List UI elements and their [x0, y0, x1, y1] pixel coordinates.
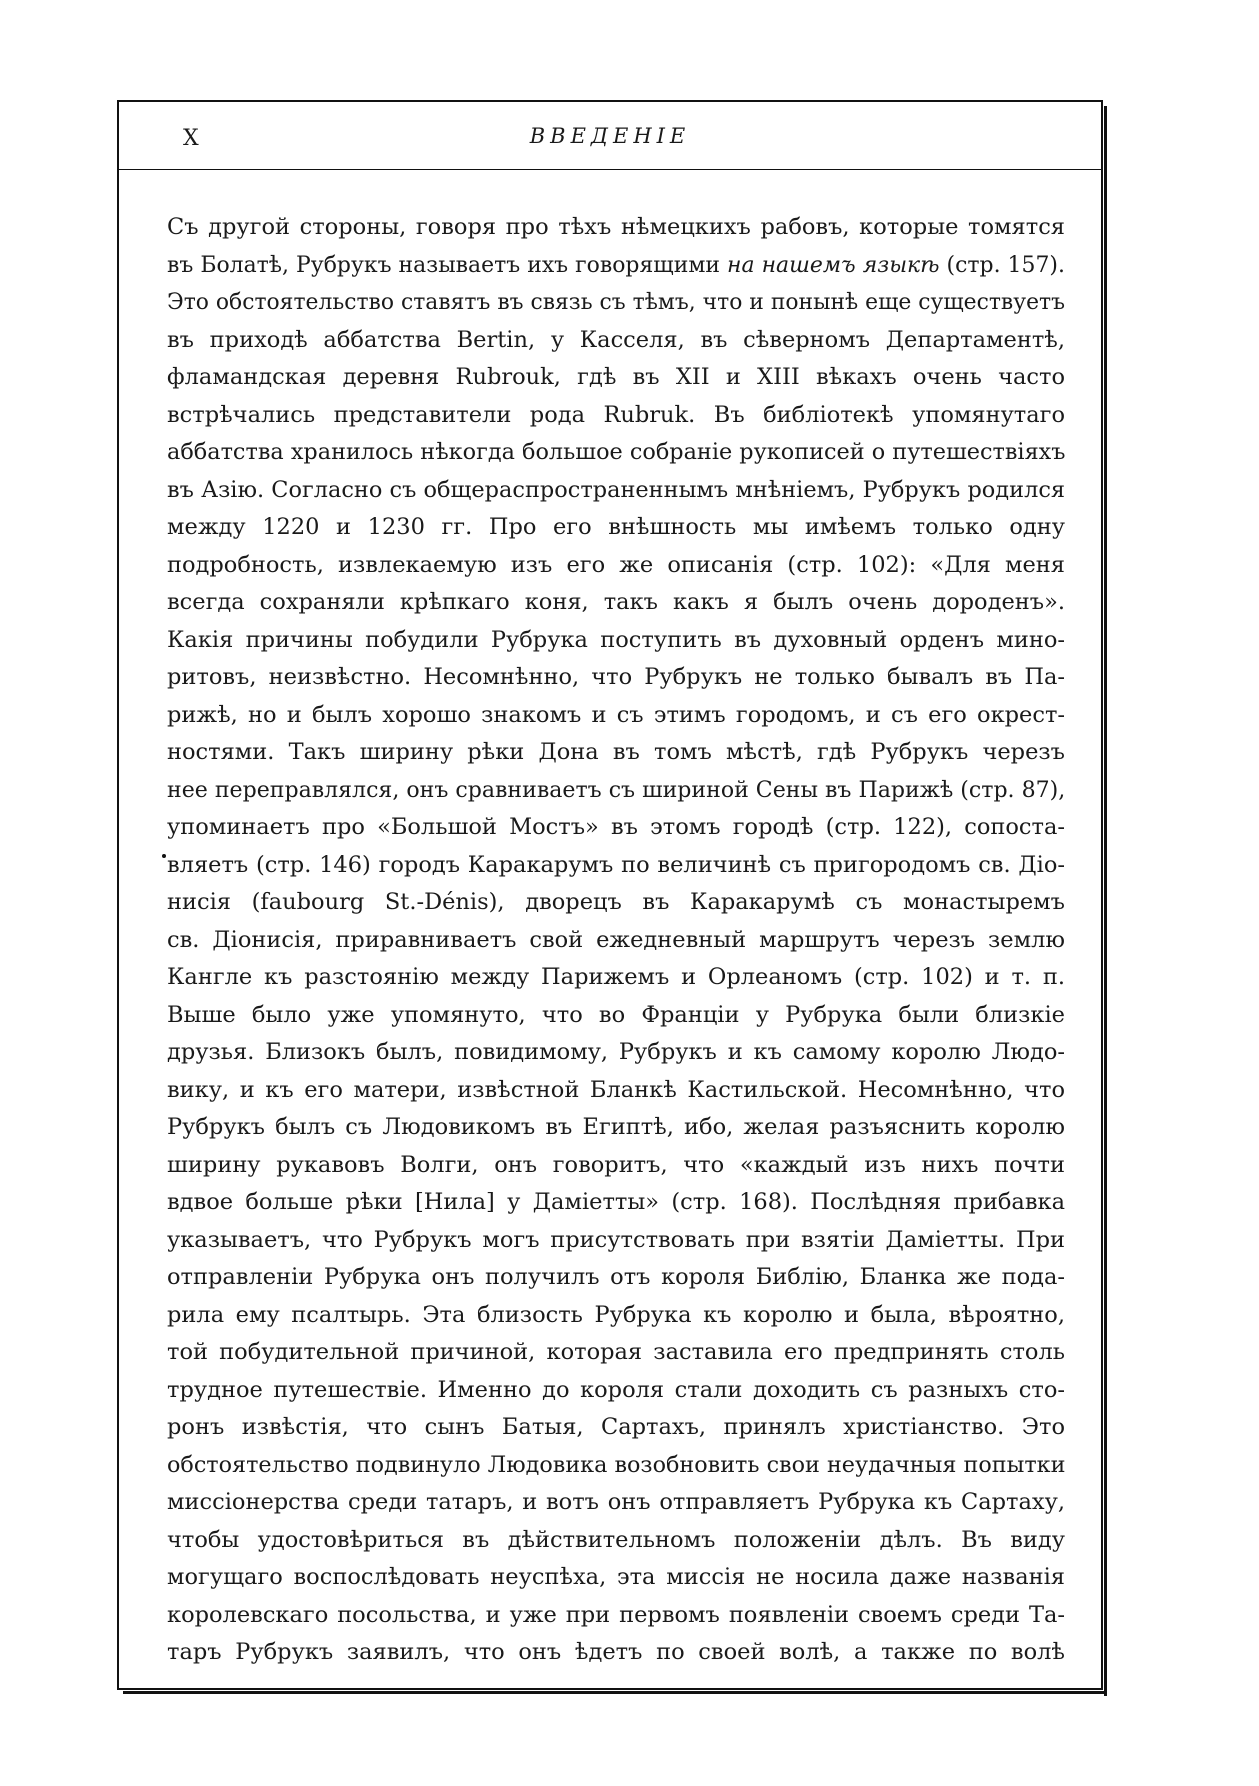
text-line: нисія (faubourg St.-Dénis), дворецъ въ Каракарумѣ съ монастыремъ: [167, 889, 1065, 915]
text-line: рижѣ, но и былъ хорошо знакомъ и съ этимъ городомъ, и съ его окрест-: [167, 701, 1065, 728]
text-line: Выше было уже упомянуто, что во Франціи у Рубрука были близкіе: [167, 1001, 1065, 1028]
text-line: аббатства хранилось нѣкогда большое собраніе рукописей о путешествіяхъ: [167, 439, 1066, 465]
italic-phrase: на нашемъ языкѣ: [727, 251, 940, 278]
text-line: указываетъ, что Рубрукъ могъ присутствовать при взятіи Даміетты. При: [167, 1226, 1065, 1253]
text-line: подробность, извлекаемую изъ его же описанія (стр. 102): «Для меня: [167, 551, 1065, 578]
text-line: Кангле къ разстоянію между Парижемъ и Орлеаномъ (стр. 102) и т. п.: [167, 964, 1065, 990]
text-line: Съ другой стороны, говоря про тѣхъ нѣмецкихъ рабовъ, которые томятся: [167, 214, 1065, 240]
text-line: ронъ извѣстія, что сынъ Батыя, Сартахъ, принялъ христіанство. Это: [167, 1414, 1065, 1440]
text-line: нее переправлялся, онъ сравниваетъ съ шириной Сены въ Парижѣ (стр. 87),: [167, 776, 1066, 803]
text-line: встрѣчались представители рода Rubruk. Въ библіотекѣ упомянутаго: [167, 401, 1065, 428]
text-line: рила ему псалтырь. Эта близость Рубрука къ королю и была, вѣроятно,: [167, 1301, 1065, 1328]
text-line: Какія причины побудили Рубрука поступить въ духовный орденъ мино-: [167, 626, 1065, 653]
text-line: обстоятельство подвинуло Людовика возобновить свои неудачныя попытки: [167, 1451, 1066, 1478]
text-line: [167, 247, 1065, 285]
text-line: вику, и къ его матери, извѣстной Бланкѣ Кастильской. Несомнѣнно, что: [167, 1076, 1065, 1103]
text-line: ширину рукавовъ Волги, онъ говоритъ, что «каждый изъ нихъ почти: [167, 1151, 1065, 1178]
text-line: той побудительной причиной, которая заставила его предпринять столь: [167, 1339, 1065, 1365]
body-text: [167, 209, 1065, 1672]
text-line: св. Діонисія, приравниваетъ свой ежедневный маршрутъ черезъ землю: [167, 926, 1065, 953]
text-line: фламандская деревня Rubrouk, гдѣ въ XII и XIII вѣкахъ очень часто: [167, 364, 1065, 390]
page-number: X: [183, 126, 200, 151]
text-line: друзья. Близокъ былъ, повидимому, Рубрукъ и къ самому королю Людо-: [167, 1039, 1065, 1065]
text-line: чтобы удостовѣриться въ дѣйствительномъ положеніи дѣлъ. Въ виду: [167, 1526, 1065, 1553]
text-line: въ приходѣ аббатства Bertin, у Касселя, въ сѣверномъ Департаментѣ,: [167, 326, 1065, 353]
running-title: ВВЕДЕНІЕ: [529, 124, 691, 148]
text-line-start: въ Болатѣ, Рубрукъ называетъ ихъ говорящими: [167, 251, 721, 278]
running-head: [119, 102, 1101, 170]
text-line: ритовъ, неизвѣстно. Несомнѣнно, что Рубрукъ не только бывалъ въ Па-: [167, 664, 1065, 690]
text-line: могущаго воспослѣдовать неуспѣха, эта миссія не носила даже названія: [167, 1564, 1065, 1590]
text-line: въ Азію. Согласно съ общераспространеннымъ мнѣніемъ, Рубрукъ родился: [167, 476, 1066, 503]
text-line: вляетъ (стр. 146) городъ Каракарумъ по величинѣ съ пригородомъ св. Діо-: [167, 851, 1065, 878]
text-line: вдвое больше рѣки [Нила] у Даміетты» (стр. 168). Послѣдняя прибавка: [167, 1189, 1065, 1215]
margin-mark: [162, 854, 166, 858]
text-line: королевскаго посольства, и уже при первомъ появленіи своемъ среди Та-: [167, 1601, 1065, 1628]
text-line: отправленіи Рубрука онъ получилъ отъ короля Библію, Бланка же пода-: [167, 1264, 1065, 1290]
text-line: миссіонерства среди татаръ, и вотъ онъ отправляетъ Рубрука къ Сартаху,: [167, 1489, 1065, 1515]
text-line-end: (стр. 157).: [946, 251, 1065, 278]
text-line: ностями. Такъ ширину рѣки Дона въ томъ мѣстѣ, гдѣ Рубрукъ черезъ: [167, 739, 1065, 765]
text-line: Это обстоятельство ставятъ въ связь съ тѣмъ, что и понынѣ еще существуетъ: [167, 289, 1065, 315]
page-frame: [117, 100, 1103, 1690]
text-line: упоминаетъ про «Большой Мостъ» въ этомъ городѣ (стр. 122), сопоста-: [167, 814, 1065, 840]
text-line: всегда сохраняли крѣпкаго коня, такъ какъ я былъ очень дороденъ».: [167, 589, 1065, 615]
text-line: между 1220 и 1230 гг. Про его внѣшность мы имѣемъ только одну: [167, 514, 1065, 540]
text-line: Рубрукъ былъ съ Людовикомъ въ Египтѣ, ибо, желая разъяснить королю: [167, 1114, 1065, 1140]
text-line: таръ Рубрукъ заявилъ, что онъ ѣдетъ по своей волѣ, а также по волѣ: [167, 1639, 1065, 1665]
text-line: трудное путешествіе. Именно до короля стали доходить съ разныхъ сто-: [167, 1376, 1065, 1403]
